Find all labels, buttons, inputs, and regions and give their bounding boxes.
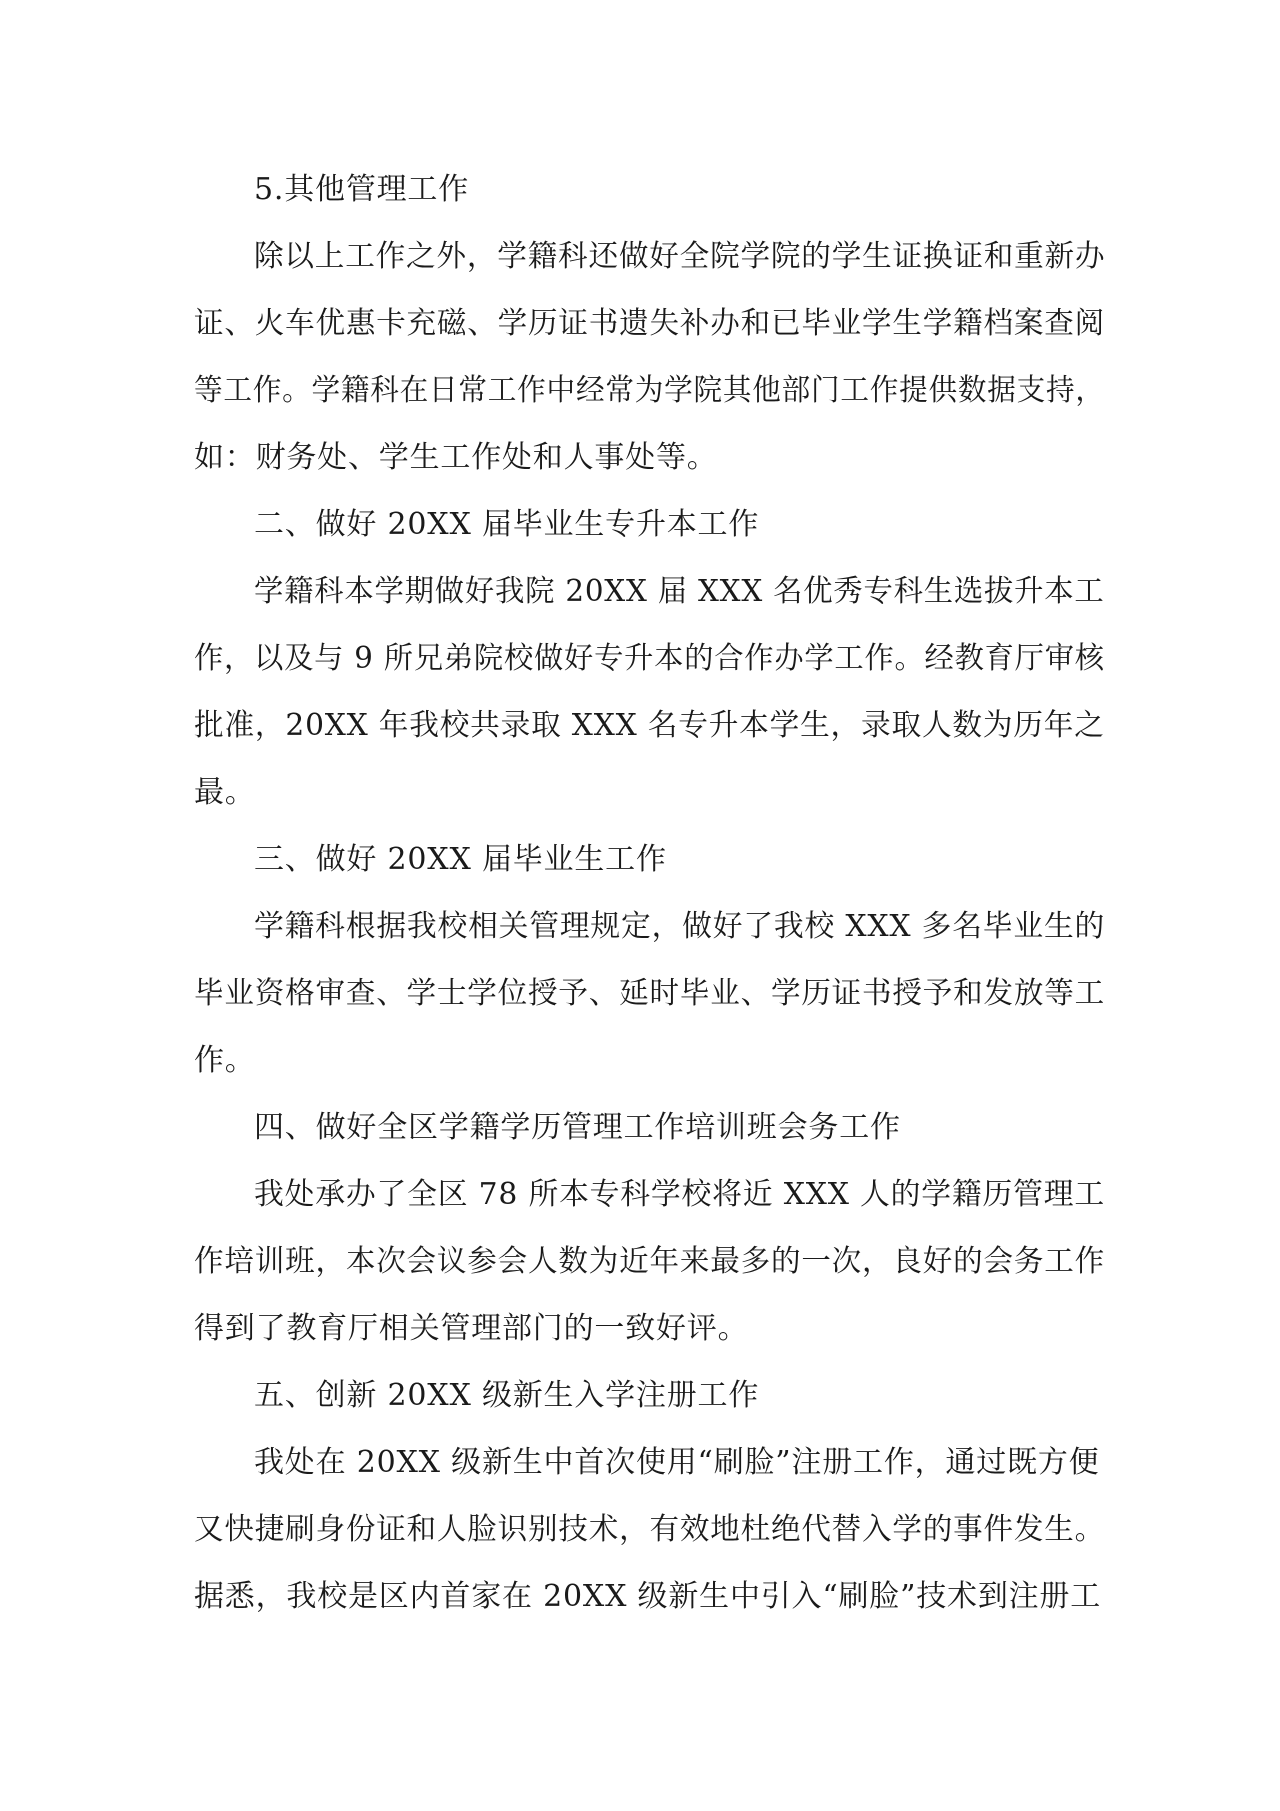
paragraph-line: 据悉，我校是区内首家在 20XX 级新生中引入“刷脸”技术到注册工 — [194, 1579, 1102, 1614]
paragraph-line: 学籍科本学期做好我院 20XX 届 XXX 名优秀专科生选拔升本工 — [254, 574, 1105, 609]
paragraph-line: 作。 — [194, 1043, 256, 1078]
section-heading-other-management: 5.其他管理工作 — [254, 172, 470, 207]
section-heading-five: 五、创新 20XX 级新生入学注册工作 — [254, 1378, 760, 1413]
paragraph-line: 除以上工作之外，学籍科还做好全院学院的学生证换证和重新办 — [254, 239, 1106, 274]
paragraph-line: 等工作。学籍科在日常工作中经常为学院其他部门工作提供数据支持， — [194, 373, 1105, 408]
paragraph-line: 批准，20XX 年我校共录取 XXX 名专升本学生，录取人数为历年之 — [194, 708, 1105, 743]
paragraph-line: 我处承办了全区 78 所本专科学校将近 XXX 人的学籍历管理工 — [254, 1177, 1106, 1212]
section-heading-three: 三、做好 20XX 届毕业生工作 — [254, 842, 667, 877]
section-heading-two: 二、做好 20XX 届毕业生专升本工作 — [254, 507, 760, 542]
paragraph-line: 得到了教育厅相关管理部门的一致好评。 — [194, 1311, 749, 1346]
paragraph-line: 作培训班，本次会议参会人数为近年来最多的一次，良好的会务工作 — [194, 1244, 1105, 1279]
paragraph-line: 作，以及与 9 所兄弟院校做好专升本的合作办学工作。经教育厅审核 — [194, 641, 1105, 676]
section-heading-four: 四、做好全区学籍学历管理工作培训班会务工作 — [254, 1110, 901, 1145]
paragraph-line: 学籍科根据我校相关管理规定，做好了我校 XXX 多名毕业生的 — [254, 909, 1106, 944]
paragraph-line: 最。 — [194, 775, 256, 810]
paragraph-line: 我处在 20XX 级新生中首次使用“刷脸”注册工作，通过既方便 — [254, 1445, 1100, 1480]
paragraph-line: 如：财务处、学生工作处和人事处等。 — [194, 440, 718, 475]
paragraph-line: 又快捷刷身份证和人脸识别技术，有效地杜绝代替入学的事件发生。 — [194, 1512, 1105, 1547]
paragraph-line: 毕业资格审查、学士学位授予、延时毕业、学历证书授予和发放等工 — [194, 976, 1105, 1011]
paragraph-line: 证、火车优惠卡充磁、学历证书遗失补办和已毕业学生学籍档案查阅 — [194, 306, 1105, 341]
